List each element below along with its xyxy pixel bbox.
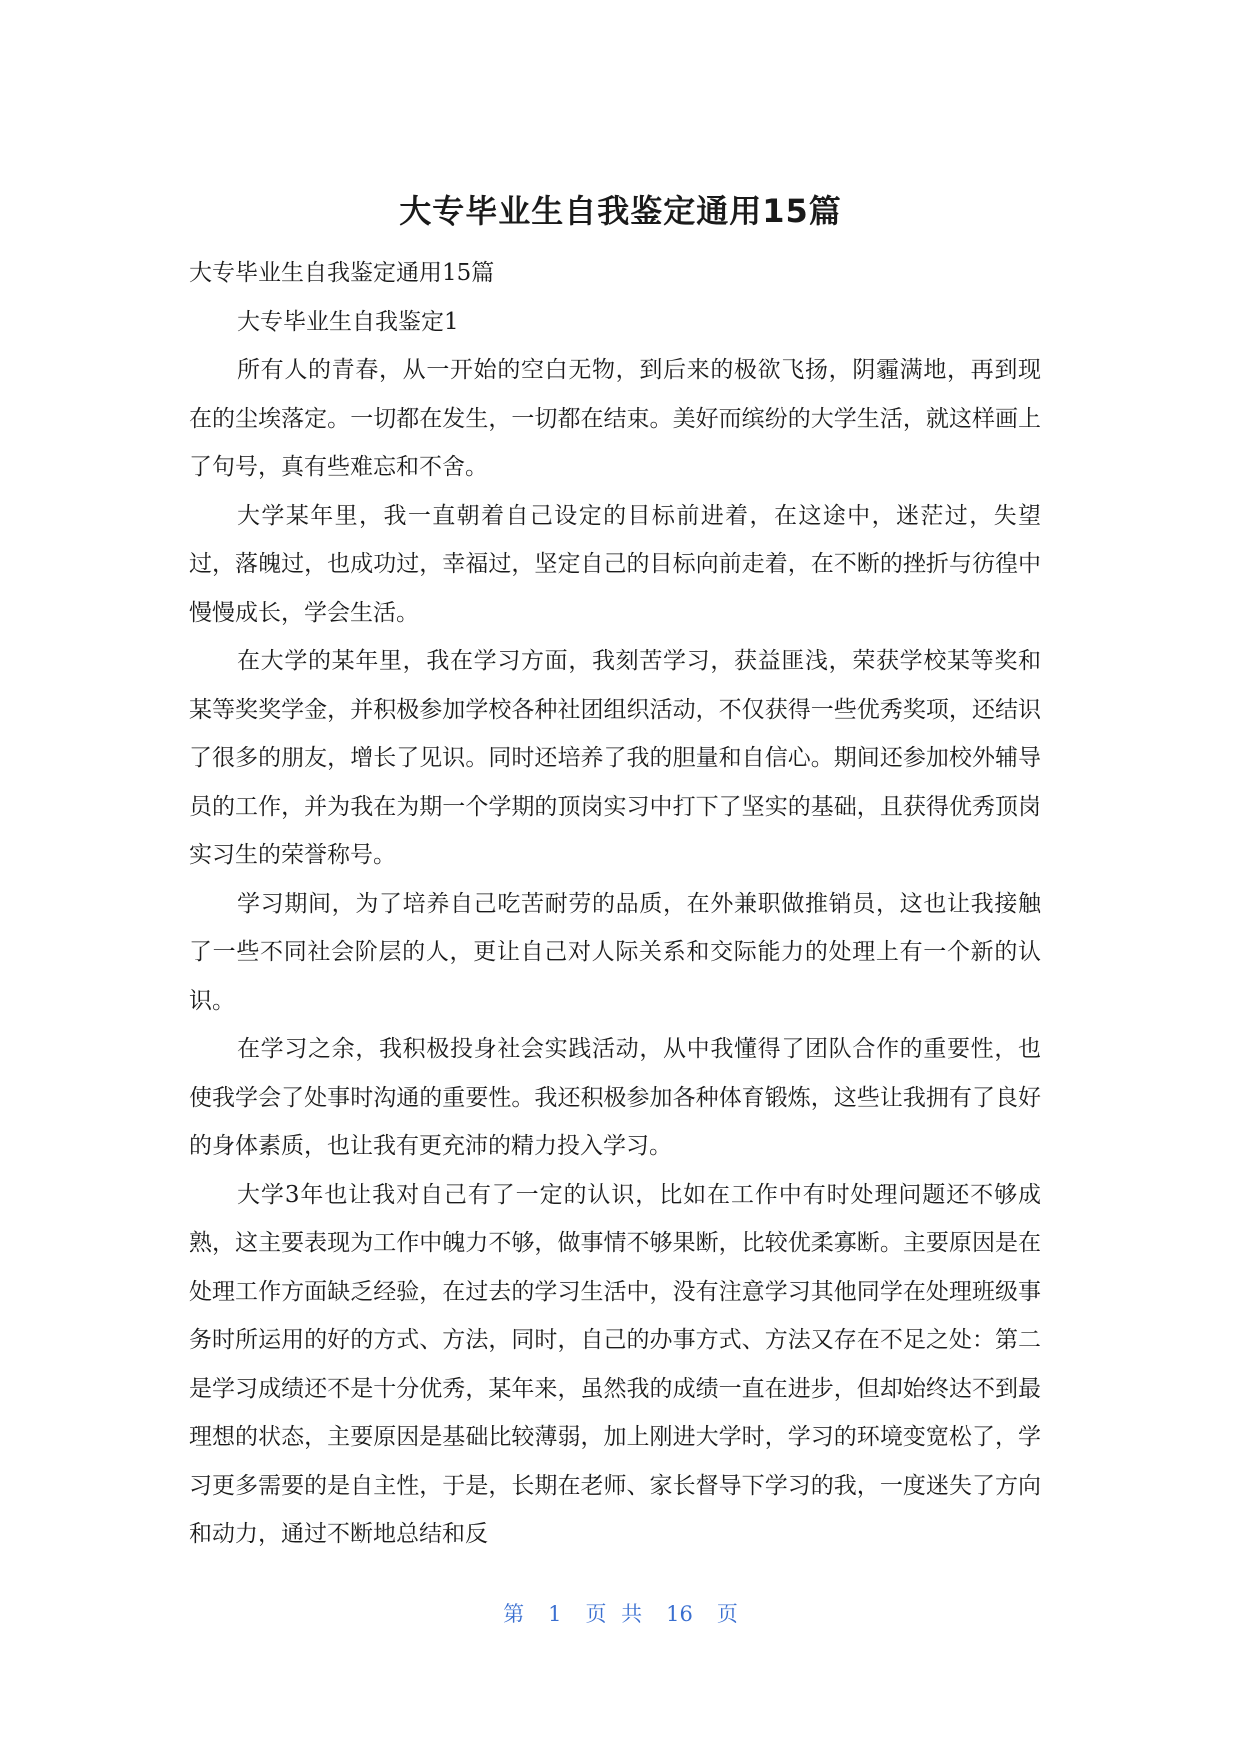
section-heading: 大专毕业生自我鉴定1 <box>237 308 459 335</box>
paragraph: 在学习之余，我积极投身社会实践活动，从中我懂得了团队合作的重要性，也使我学会了处事时沟通的重要性。我还积极参加各种体育锻炼，这些让我拥有了良好的身体素质，也让我有更充沛的精力投入学习。 <box>189 1036 1041 1159</box>
paragraph: 学习期间，为了培养自己吃苦耐劳的品质，在外兼职做推销员，这也让我接触了一些不同社会阶层的人，更让自己对人际关系和交际能力的处理上有一个新的认识。 <box>189 890 1041 1014</box>
document-subtitle: 大专毕业生自我鉴定通用15篇 <box>189 260 495 286</box>
footer-end-label: 页 <box>716 1602 738 1626</box>
footer-total-pages: 16 <box>666 1602 693 1626</box>
page-footer <box>0 1598 1241 1628</box>
footer-page-label: 第 <box>503 1602 525 1626</box>
document-title: 大专毕业生自我鉴定通用15篇 <box>399 192 842 230</box>
paragraph: 大学3年也让我对自己有了一定的认识，比如在工作中有时处理问题还不够成熟，这主要表现为工作中魄力不够，做事情不够果断，比较优柔寡断。主要原因是在处理工作方面缺乏经验，在过去的学习生活中，没有注意学习其他同学在处理班级事务时所运用的好的方式、方法，同时，自己的办事方式、方法又存在不足之处：第二是学习成绩还不是十分优秀，某年来，虽然我的成绩一直在进步，但却始终达不到最理想的状态，主要原因是基础比较薄弱，加上刚进大学时，学习的环境变宽松了，学习更多需要的是自主性，于是，长期在老师、家长督导下学习的我，一度迷失了方向和动力，通过不断地总结和反 <box>189 1181 1041 1547</box>
footer-of-label: 页 共 <box>585 1602 643 1626</box>
paragraph: 所有人的青春，从一开始的空白无物，到后来的极欲飞扬，阴霾满地，再到现在的尘埃落定。一切都在发生，一切都在结束。美好而缤纷的大学生活，就这样画上了句号，真有些难忘和不舍。 <box>189 357 1041 480</box>
paragraph: 在大学的某年里，我在学习方面，我刻苦学习，获益匪浅，荣获学校某等奖和某等奖奖学金，并积极参加学校各种社团组织活动，不仅获得一些优秀奖项，还结识了很多的朋友，增长了见识。同时还培养了我的胆量和自信心。期间还参加校外辅导员的工作，并为我在为期一个学期的顶岗实习中打下了坚实的基础，且获得优秀顶岗实习生的荣誉称号。 <box>189 648 1041 868</box>
document-body <box>189 249 1041 1559</box>
footer-current-page: 1 <box>548 1602 562 1626</box>
paragraph: 大学某年里，我一直朝着自己设定的目标前进着，在这途中，迷茫过，失望过，落魄过，也成功过，幸福过，坚定自己的目标向前走着，在不断的挫折与彷徨中慢慢成长，学会生活。 <box>189 502 1041 626</box>
